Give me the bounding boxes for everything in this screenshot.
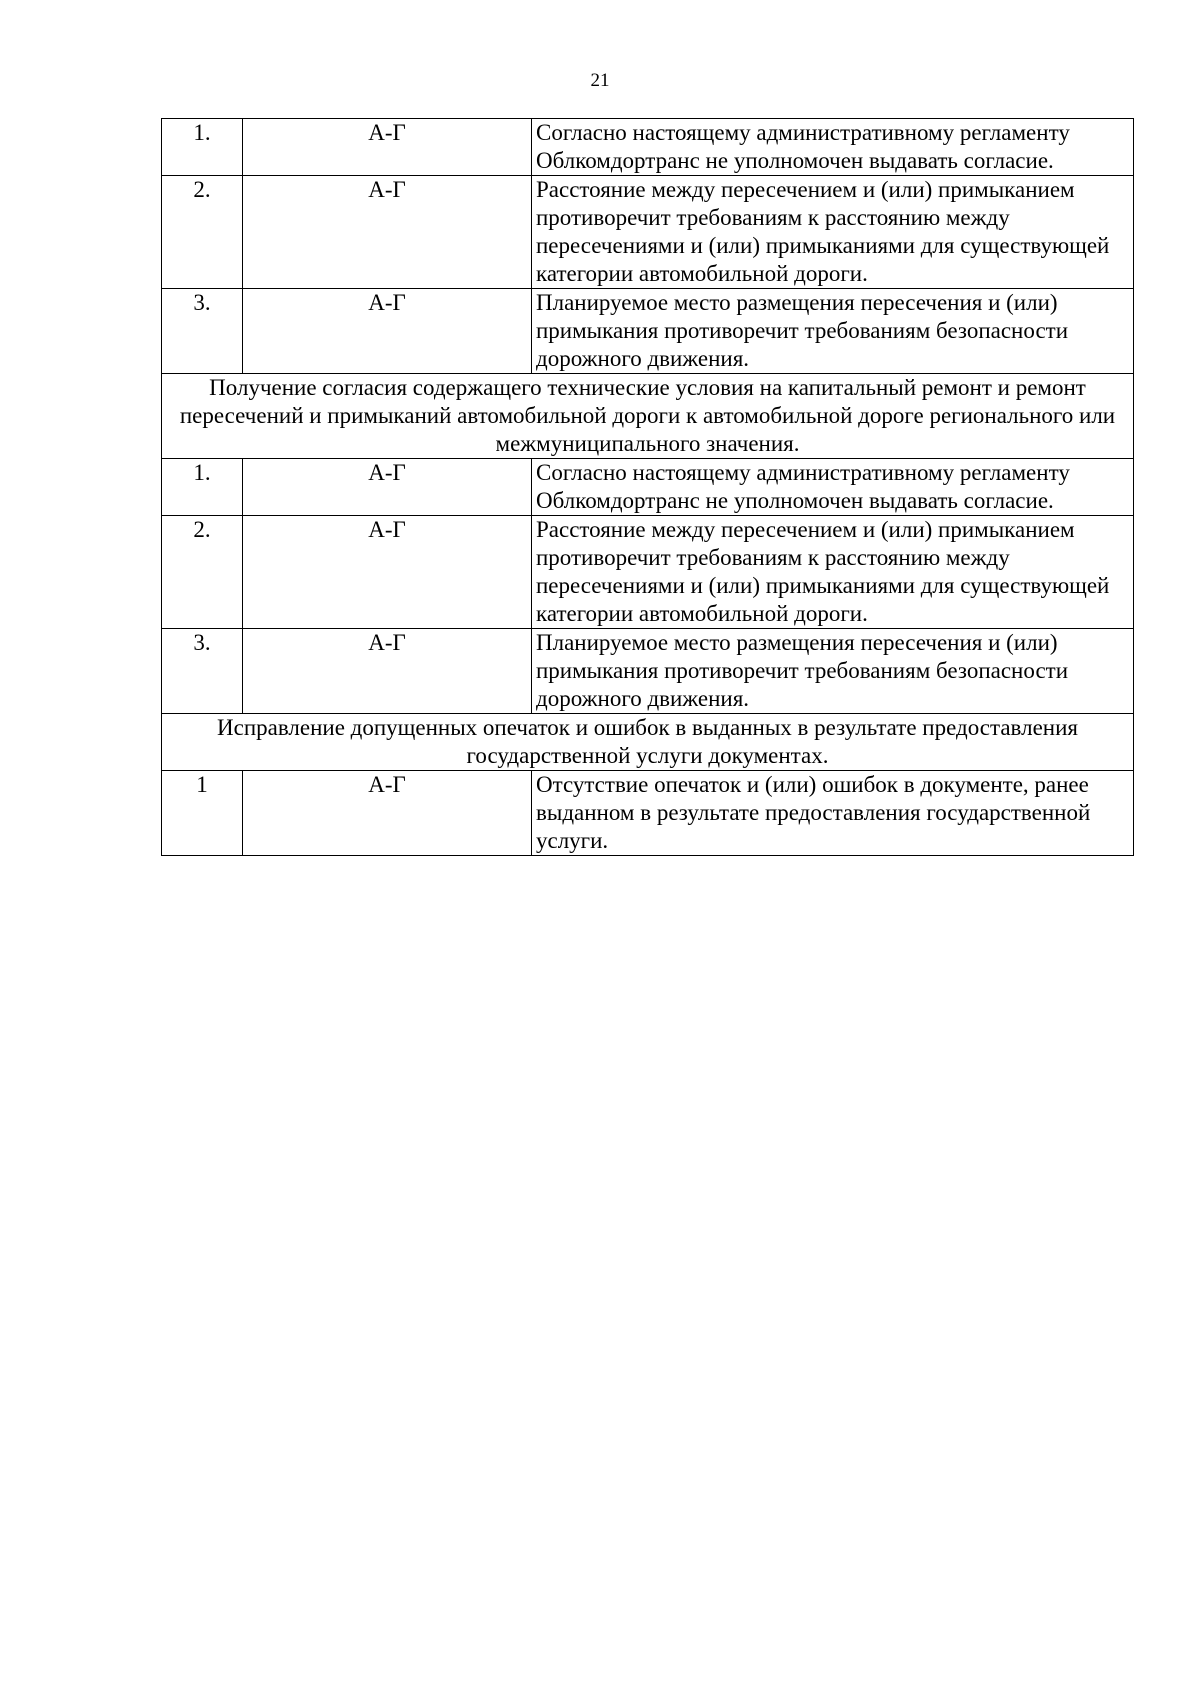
row-number: 1. xyxy=(162,459,243,516)
row-code: А-Г xyxy=(243,629,532,714)
row-reason: Планируемое место размещения пересечения и (или) примыкания противоречит требованиям безопасности дорожного движения. xyxy=(532,629,1134,714)
row-reason: Согласно настоящему административному регламенту Облкомдортранс не уполномочен выдавать согласие. xyxy=(532,119,1134,176)
table-row xyxy=(162,176,1134,289)
row-code: А-Г xyxy=(243,516,532,629)
row-code: А-Г xyxy=(243,289,532,374)
row-number: 2. xyxy=(162,516,243,629)
row-reason: Планируемое место размещения пересечения и (или) примыкания противоречит требованиям безопасности дорожного движения. xyxy=(532,289,1134,374)
row-number: 3. xyxy=(162,289,243,374)
table-row xyxy=(162,289,1134,374)
table-row xyxy=(162,119,1134,176)
table-row xyxy=(162,459,1134,516)
row-code: А-Г xyxy=(243,119,532,176)
row-code: А-Г xyxy=(243,176,532,289)
table-row xyxy=(162,516,1134,629)
section-header-row xyxy=(162,714,1134,771)
refusal-grounds-table xyxy=(161,118,1134,856)
section-header: Исправление допущенных опечаток и ошибок в выданных в результате предоставления государственной услуги документах. xyxy=(162,714,1134,771)
row-reason: Расстояние между пересечением и (или) примыканием противоречит требованиям к расстоянию между пересечениями и (или) примыканиями для существующей категории автомобильной дороги. xyxy=(532,176,1134,289)
row-number: 3. xyxy=(162,629,243,714)
table-row xyxy=(162,771,1134,856)
row-number: 1. xyxy=(162,119,243,176)
page-number: 21 xyxy=(590,70,610,91)
row-code: А-Г xyxy=(243,459,532,516)
table-row xyxy=(162,629,1134,714)
row-code: А-Г xyxy=(243,771,532,856)
section-header-row xyxy=(162,374,1134,459)
row-reason: Согласно настоящему административному регламенту Облкомдортранс не уполномочен выдавать согласие. xyxy=(532,459,1134,516)
row-number: 1 xyxy=(162,771,243,856)
row-reason: Расстояние между пересечением и (или) примыканием противоречит требованиям к расстоянию между пересечениями и (или) примыканиями для существующей категории автомобильной дороги. xyxy=(532,516,1134,629)
section-header: Получение согласия содержащего технические условия на капитальный ремонт и ремонт пересечений и примыканий автомобильной дороги к автомобильной дороге регионального или межмуниципального значения. xyxy=(162,374,1134,459)
row-number: 2. xyxy=(162,176,243,289)
row-reason: Отсутствие опечаток и (или) ошибок в документе, ранее выданном в результате предоставления государственной услуги. xyxy=(532,771,1134,856)
